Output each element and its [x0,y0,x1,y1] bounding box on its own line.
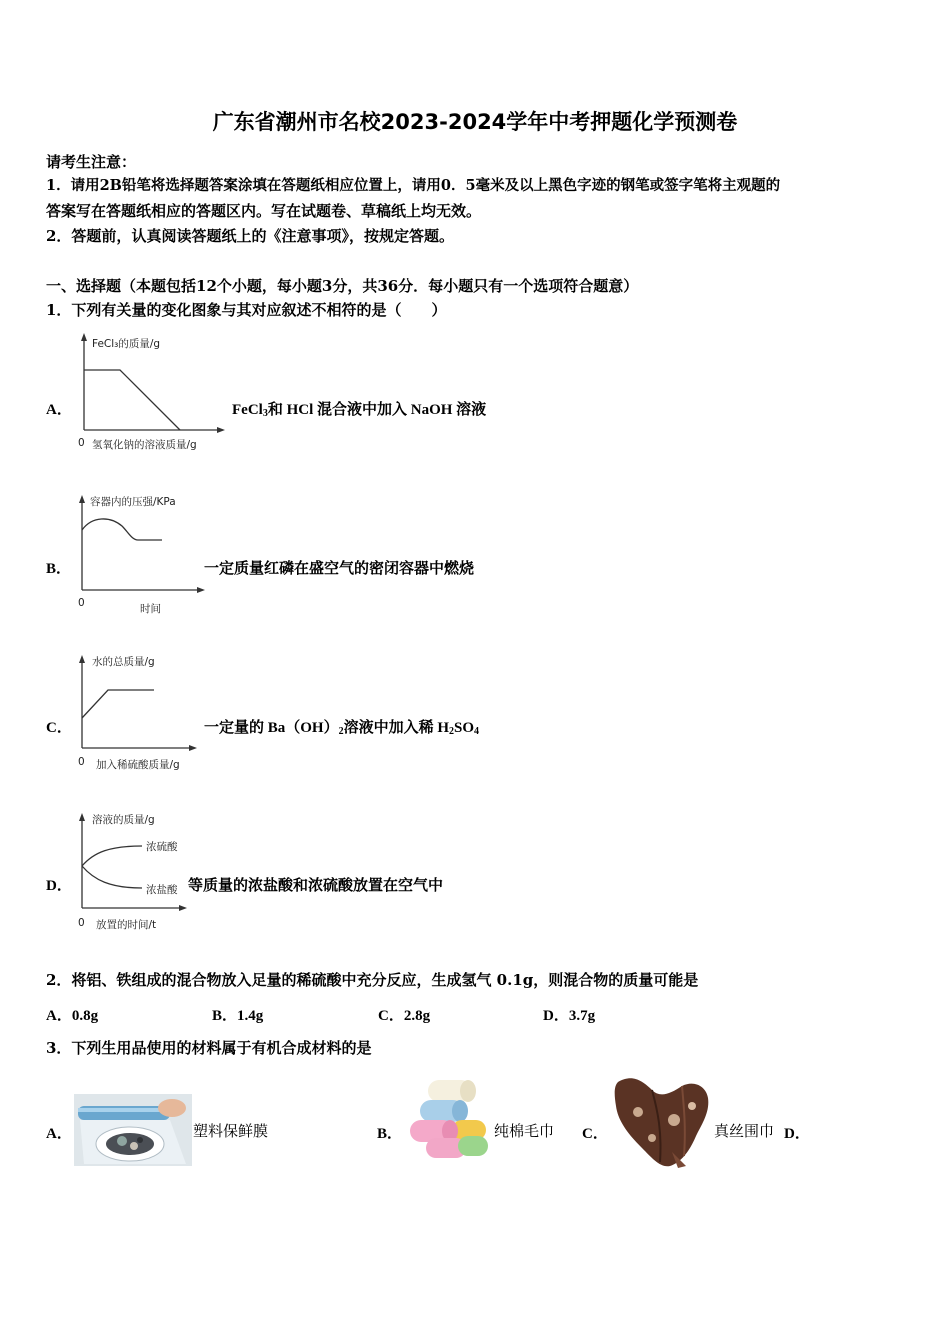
q2-answer-c: C．2.8g [378,1008,431,1024]
q1-graph-a [70,330,235,460]
plastic-wrap-image [74,1094,192,1166]
q1-d-label-bottom: 浓盐酸 [146,884,178,896]
q3-option-b-label: 纯棉毛巾 [494,1122,555,1140]
cotton-towel-image [406,1076,492,1166]
q1-a-ylabel: FeCl₃的质量/g [92,338,161,350]
q1-graph-c [70,650,210,780]
notice-heading: 请考生注意： [46,153,137,171]
question-3-stem: 3．下列生用品使用的材料属于有机合成材料的是 [46,1039,372,1057]
q1-option-a-letter: A． [46,402,72,418]
q1-c-xlabel: 加入稀硫酸质量/g [96,759,180,771]
q1-d-xlabel: 放置的时间/t [96,919,157,931]
notice-line-1: 1．请用2B铅笔将选择题答案涂填在答题纸相应位置上，请用0．5毫米及以上黑色字迹的钢笔或签字笔将主观题的 [46,177,781,194]
q3-option-a-letter: A． [46,1126,72,1142]
q1-b-curve [82,519,162,540]
q3-option-d-letter: D． [784,1126,810,1142]
q1-d-curve-bottom [82,866,142,888]
page-title: 广东省潮州市名校2023-2024学年中考押题化学预测卷 [212,110,738,134]
q1-option-c-text: 一定量的 $Ba(OH)_2$溶液中加入稀 $H_2SO_4$ [204,720,480,737]
q1-b-xlabel: 时间 [140,603,161,615]
q1-option-a-text: FeCl$_3$和 HCl 混合液中加入 NaOH 溶液 [232,402,487,419]
q2-answer-b: B．1.4g [212,1008,264,1024]
q2-answer-a: A．0.8g [46,1008,99,1024]
q1-c-origin: 0 [78,756,85,768]
question-1-stem: 1．下列有关量的变化图象与其对应叙述不相符的是（ ） [46,301,447,319]
q1-d-curve-top [82,846,142,866]
q1-option-b-text: 一定质量红磷在盛空气的密闭容器中燃烧 [204,561,475,577]
q1-c-ylabel: 水的总质量/g [92,656,155,668]
q1-option-b-letter: B． [46,561,72,577]
q1-graph-d [70,808,200,938]
q1-option-d-text: 等质量的浓盐酸和浓硫酸放置在空气中 [188,878,444,894]
q1-d-origin: 0 [78,917,85,929]
notice-line-3: 2．答题前，认真阅读答题纸上的《注意事项》，按规定答题。 [46,227,454,245]
q3-option-c-label: 真丝围巾 [714,1122,775,1140]
q3-option-c-letter: C． [582,1126,608,1142]
question-2-stem: 2．将铝、铁组成的混合物放入足量的稀硫酸中充分反应，生成氢气 0.1g，则混合物的质量可能是 [46,971,699,989]
q1-d-ylabel: 溶液的质量/g [92,814,155,826]
notice-line-2: 答案写在答题纸相应的答题区内。写在试题卷、草稿纸上均无效。 [46,202,482,220]
q1-graph-b [70,490,210,620]
q1-a-xlabel: 氢氧化钠的溶液质量/g [92,439,197,451]
q3-option-b-letter: B． [377,1126,403,1142]
q1-c-curve [82,690,154,718]
section-heading: 一、选择题（本题包括12个小题，每小题3分，共36分．每小题只有一个选项符合题意） [46,277,639,295]
q1-b-ylabel: 容器内的压强/KPa [90,496,176,508]
silk-scarf-image [612,1072,712,1170]
q1-option-d-letter: D． [46,878,72,894]
q1-a-curve [84,370,180,430]
q1-option-c-letter: C． [46,720,72,736]
q1-d-label-top: 浓硫酸 [146,841,178,853]
q1-b-origin: 0 [78,597,85,609]
q2-answer-d: D．3.7g [543,1008,596,1024]
q3-option-a-label: 塑料保鲜膜 [193,1122,269,1140]
q1-a-origin: 0 [78,437,85,449]
